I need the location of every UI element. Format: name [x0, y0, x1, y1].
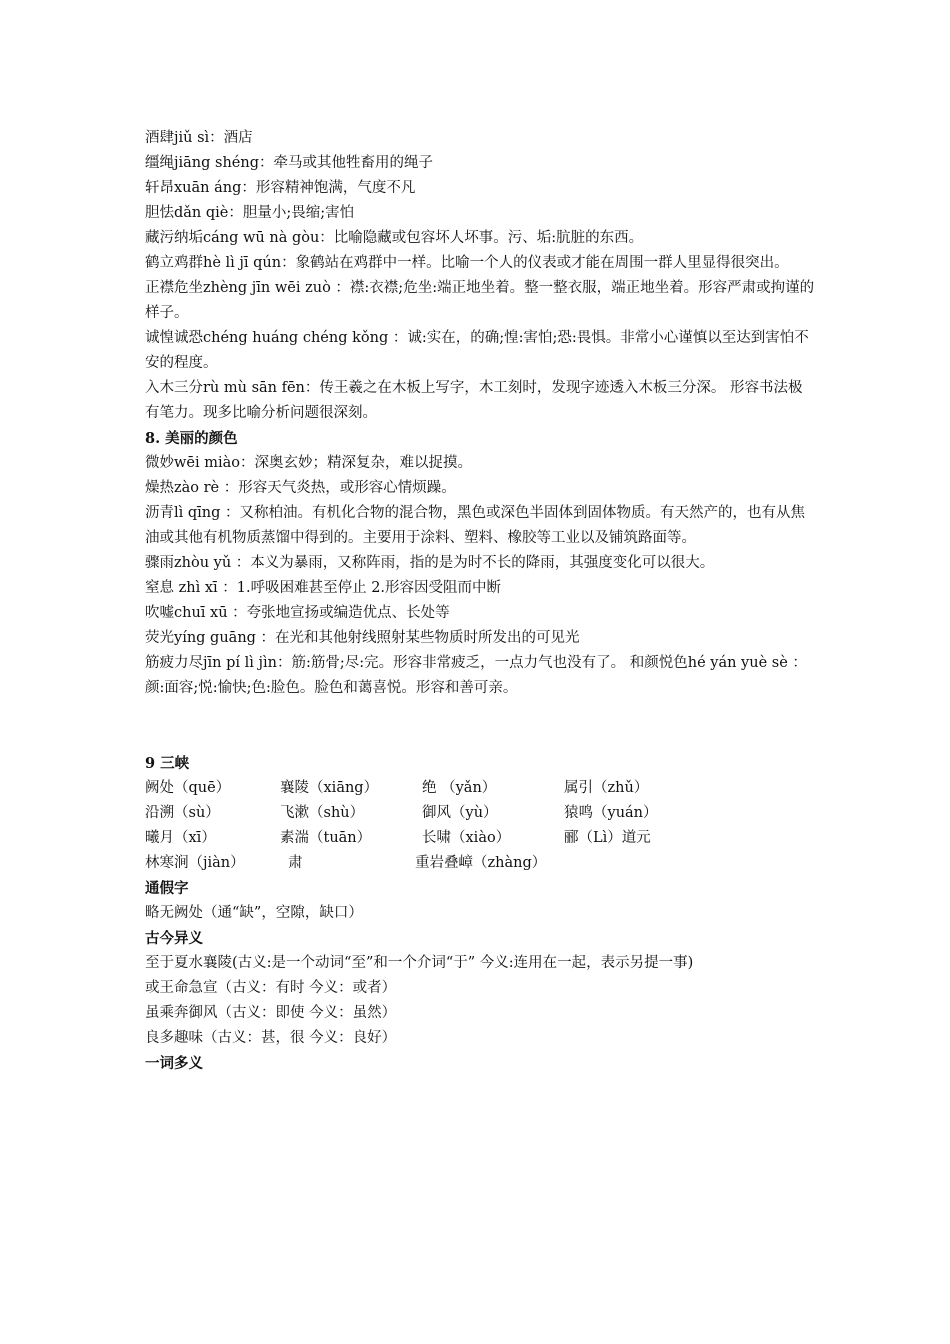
vocab-row: [145, 826, 815, 851]
vocab-item: 郦（Lì）道元: [564, 830, 651, 846]
vocab-item: 素湍（tuān）: [280, 830, 372, 846]
term-line: 筋疲力尽jīn pí lì jìn：筋:筋骨;尽:完。形容非常疲乏，一点力气也没有了。 和颜悦色hé yán yuè sè ：颜:面容;悦:愉快;色:脸色。脸色和蔼喜悦。形容和善可亲。: [145, 655, 807, 696]
section-heading: 8. 美丽的颜色: [145, 430, 238, 447]
vocab-item: 属引（zhǔ）: [564, 780, 649, 796]
term-line: 微妙wēi miào：深奥玄妙；精深复杂，难以捉摸。: [145, 455, 472, 471]
note-line: 虽乘奔御风（古义：即使 今义：虽然）: [145, 1005, 397, 1021]
vocab-item: 肃: [288, 855, 303, 871]
term-line: 胆怯dǎn qiè：胆量小;畏缩;害怕: [145, 205, 355, 221]
vocab-item: 阙处（quē）: [145, 780, 231, 796]
section-heading: 9 三峡: [145, 755, 190, 772]
vocab-item: 襄陵（xiāng）: [280, 780, 379, 796]
vocab-row: [145, 801, 815, 826]
term-line: 正襟危坐zhèng jīn wēi zuò ：襟:衣襟;危坐:端正地坐着。整一整衣服，端正地坐着。形容严肃或拘谨的样子。: [145, 280, 815, 321]
term-line: 吹嘘chuī xū ：夸张地宣扬或编造优点、长处等: [145, 605, 450, 621]
term-line: 沥青lì qīng ：又称柏油。有机化合物的混合物，黑色或深色半固体到固体物质。有天然产的，也有从焦油或其他有机物质蒸馏中得到的。主要用于涂料、塑料、橡胶等工业以及铺筑路面等。: [145, 505, 806, 546]
vocab-item: 飞漱（shù）: [280, 805, 365, 821]
term-line: 藏污纳垢cáng wū nà gòu：比喻隐藏或包容坏人坏事。污、垢:肮脏的东西。: [145, 230, 644, 246]
term-line: 缰绳jiāng shéng：牵马或其他牲畜用的绳子: [145, 155, 433, 171]
vocab-row: [145, 776, 815, 801]
term-line: 轩昂xuān áng：形容精神饱满，气度不凡: [145, 180, 416, 196]
term-line: 鹤立鸡群hè lì jī qún：象鹤站在鸡群中一样。比喻一个人的仪表或才能在周围一群人里显得很突出。: [145, 255, 789, 271]
term-line: 酒肆jiǔ sì：酒店: [145, 130, 253, 146]
vocab-item: 重岩叠嶂（zhàng）: [415, 855, 547, 871]
note-line: 或王命急宣（古义：有时 今义：或者）: [145, 980, 397, 996]
term-line: 荧光yíng guāng ：在光和其他射线照射某些物质时所发出的可见光: [145, 630, 580, 646]
vocab-item: 曦月（xī）: [145, 830, 216, 846]
vocab-item: 林寒涧（jiàn）: [145, 855, 245, 871]
vocab-item: 绝 （yǎn）: [422, 780, 497, 796]
vocab-row: [145, 851, 815, 876]
section-heading: 通假字: [145, 880, 189, 897]
term-line: 窒息 zhì xī ：1.呼吸困难甚至停止 2.形容因受阻而中断: [145, 580, 502, 596]
vocab-item: 沿溯（sù）: [145, 805, 220, 821]
vocab-item: 猿鸣（yuán）: [564, 805, 658, 821]
term-line: 骤雨zhòu yǔ ：本义为暴雨，又称阵雨，指的是为时不长的降雨，其强度变化可以很大。: [145, 555, 715, 571]
vocab-item: 长啸（xiào）: [422, 830, 511, 846]
term-line: 入木三分rù mù sān fēn：传王羲之在木板上写字，木工刻时，发现字迹透入木板三分深。 形容书法极有笔力。现多比喻分析问题很深刻。: [145, 380, 803, 421]
vocab-item: 御风（yù）: [422, 805, 498, 821]
section-heading: 古今异义: [145, 930, 203, 947]
note-line: 良多趣味（古义：甚，很 今义：良好）: [145, 1030, 397, 1046]
section-heading: 一词多义: [145, 1055, 203, 1072]
spacer: [145, 701, 815, 751]
term-line: 燥热zào rè ：形容天气炎热，或形容心情烦躁。: [145, 480, 456, 496]
note-line: 略无阙处（通“缺”，空隙，缺口）: [145, 905, 363, 921]
note-line: 至于夏水襄陵(古义:是一个动词“至”和一个介词“于” 今义:连用在一起，表示另提一事): [145, 955, 694, 971]
term-line: 诚惶诚恐chéng huáng chéng kǒng ：诚:实在，的确;惶:害怕;恐:畏惧。非常小心谨慎以至达到害怕不安的程度。: [145, 330, 809, 371]
document-page: [145, 126, 815, 1076]
